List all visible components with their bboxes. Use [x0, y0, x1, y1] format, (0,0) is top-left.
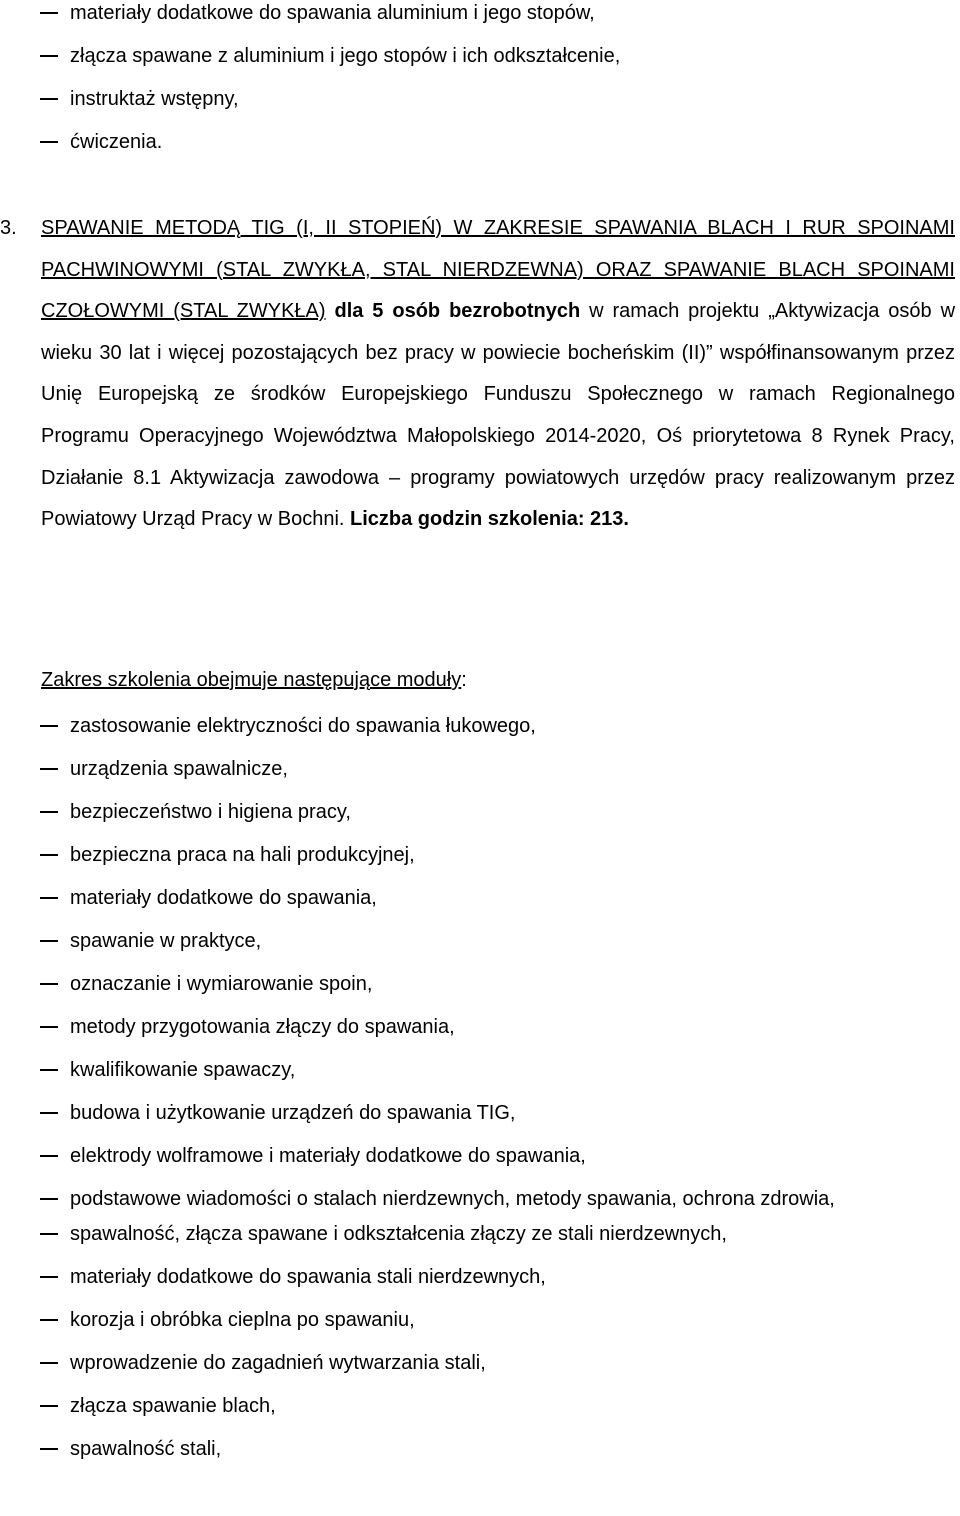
dash-bullet-icon — [40, 1198, 58, 1200]
participants-count: dla 5 osób bezrobotnych — [334, 300, 581, 323]
modules-heading: Zakres szkolenia obejmuje następujące moduły: — [41, 669, 467, 691]
dash-bullet-icon — [40, 98, 58, 100]
module-item: spawanie w praktyce, — [0, 928, 960, 971]
module-item: korozja i obróbka cieplna po spawaniu, — [0, 1307, 960, 1350]
dash-bullet-icon — [40, 1319, 58, 1321]
list-item: ćwiczenia. — [0, 129, 960, 172]
dash-bullet-icon — [40, 55, 58, 57]
module-item: wprowadzenie do zagadnień wytwarzania stali, — [0, 1350, 960, 1393]
module-item: spawalność stali, — [0, 1436, 960, 1479]
section-description: w ramach projektu „Aktywizacja osób w wieku 30 lat i więcej pozostających bez pracy w powiecie bocheńskim (II)” współfinansowanym przez Unię Europejską ze środków Europejskiego Funduszu Społecznego w ramach Regionalnego Programu Operacyjnego Województwa Małopolskiego 2014-2020, Oś priorytetowa 8 Rynek Pracy, Działanie 8.1 Aktywizacja zawodowa – programy powiatowych urzędów pracy realizowanym przez Powiatowy Urząd Pracy w Bochni. — [41, 300, 956, 531]
dash-bullet-icon — [40, 983, 58, 985]
list-item: instruktaż wstępny, — [0, 86, 960, 129]
dash-bullet-icon — [40, 1155, 58, 1157]
module-item: podstawowe wiadomości o stalach nierdzewnych, metody spawania, ochrona zdrowia, — [0, 1178, 960, 1220]
module-item: materiały dodatkowe do spawania stali nierdzewnych, — [0, 1264, 960, 1307]
section-title: SPAWANIE METODĄ TIG (I, II STOPIEŃ) W ZAKRESIE SPAWANIA BLACH I RUR SPOINAMI PACHWINOWYMI (STAL ZWYKŁA, STAL NIERDZEWNA) ORAZ SPAWANIE BLACH SPOINAMI CZOŁOWYMI (STAL ZWYKŁA) — [41, 217, 955, 323]
dash-bullet-icon — [40, 811, 58, 813]
dash-bullet-icon — [40, 1276, 58, 1278]
module-item: bezpieczna praca na hali produkcyjnej, — [0, 842, 960, 885]
module-item: metody przygotowania złączy do spawania, — [0, 1014, 960, 1057]
module-item: oznaczanie i wymiarowanie spoin, — [0, 971, 960, 1014]
dash-bullet-icon — [40, 1405, 58, 1407]
dash-bullet-icon — [40, 141, 58, 143]
section-number: 3. — [0, 217, 17, 239]
module-item: urządzenia spawalnicze, — [0, 756, 960, 799]
dash-bullet-icon — [40, 1069, 58, 1071]
module-item: bezpieczeństwo i higiena pracy, — [0, 799, 960, 842]
dash-bullet-icon — [40, 1362, 58, 1364]
training-hours: Liczba godzin szkolenia: 213. — [350, 508, 629, 531]
dash-bullet-icon — [40, 1233, 58, 1235]
dash-bullet-icon — [40, 1448, 58, 1450]
section-paragraph — [41, 208, 955, 541]
dash-bullet-icon — [40, 725, 58, 727]
module-item: spawalność, złącza spawane i odkształcenia złączy ze stali nierdzewnych, — [0, 1221, 960, 1264]
previous-module-list — [0, 0, 960, 172]
module-item: złącza spawanie blach, — [0, 1393, 960, 1436]
modules-list — [0, 713, 960, 1479]
dash-bullet-icon — [40, 12, 58, 14]
dash-bullet-icon — [40, 1026, 58, 1028]
list-item: złącza spawane z aluminium i jego stopów i ich odkształcenie, — [0, 43, 960, 86]
module-item: budowa i użytkowanie urządzeń do spawania TIG, — [0, 1100, 960, 1143]
course-section — [0, 208, 960, 541]
module-item: kwalifikowanie spawaczy, — [0, 1057, 960, 1100]
dash-bullet-icon — [40, 854, 58, 856]
list-item: materiały dodatkowe do spawania aluminium i jego stopów, — [0, 0, 960, 43]
dash-bullet-icon — [40, 768, 58, 770]
module-item: materiały dodatkowe do spawania, — [0, 885, 960, 928]
module-item: zastosowanie elektryczności do spawania łukowego, — [0, 713, 960, 756]
dash-bullet-icon — [40, 940, 58, 942]
module-item: elektrody wolframowe i materiały dodatkowe do spawania, — [0, 1143, 960, 1186]
dash-bullet-icon — [40, 1112, 58, 1114]
dash-bullet-icon — [40, 897, 58, 899]
